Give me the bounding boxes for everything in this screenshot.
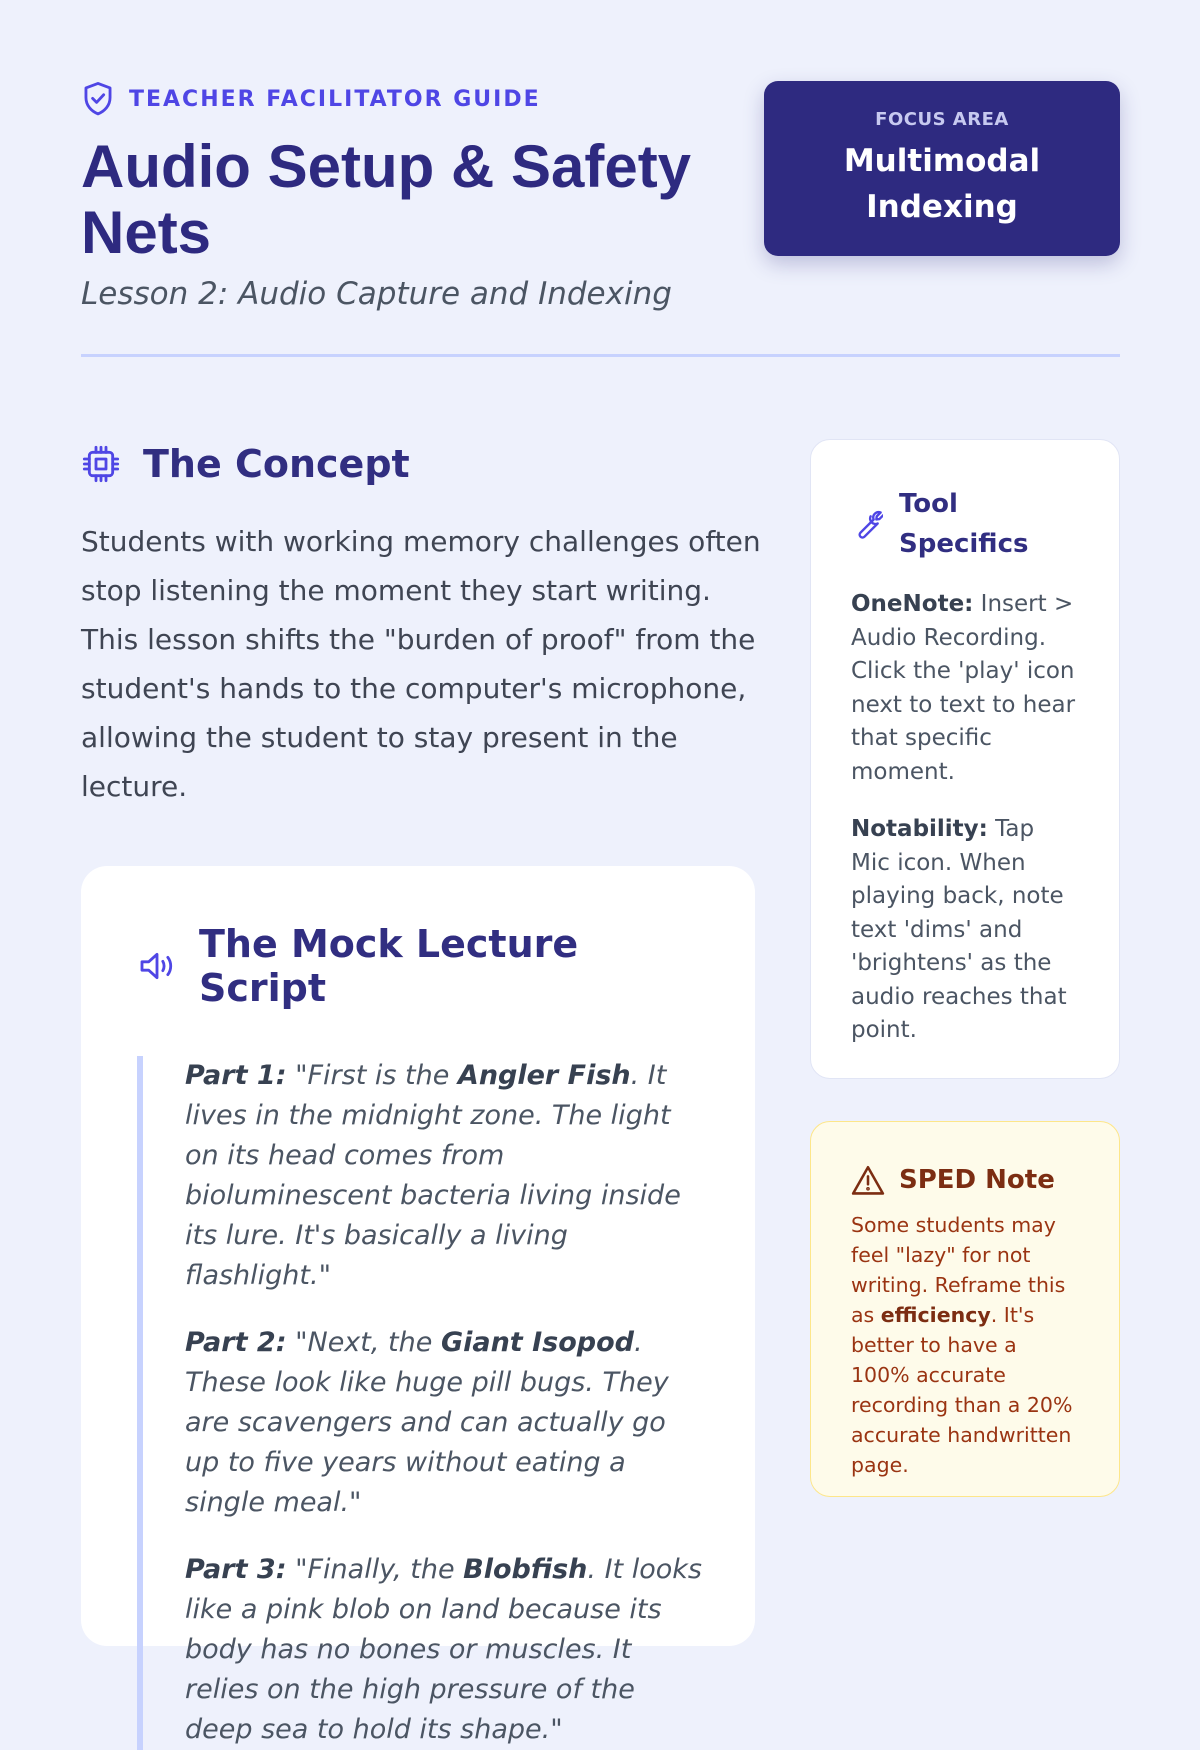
script-part-1-term: Angler Fish <box>457 1060 631 1091</box>
concept-heading <box>81 442 410 486</box>
wrench-icon <box>851 508 883 540</box>
script-heading-text: The Mock Lecture Script <box>199 922 579 1010</box>
eyebrow-text: TEACHER FACILITATOR GUIDE <box>129 86 541 112</box>
script-part-2-label: Part 2: <box>185 1327 287 1358</box>
script-part-3-pre: "Finally, the <box>286 1554 464 1585</box>
sped-note-heading-text: SPED Note <box>899 1165 1055 1195</box>
page-header <box>81 80 761 312</box>
script-part-3-term: Blobfish <box>463 1554 588 1585</box>
script-heading <box>137 922 707 1010</box>
script-part-3-label: Part 3: <box>185 1554 287 1585</box>
concept-heading-text: The Concept <box>143 442 410 486</box>
focus-area-badge <box>764 81 1120 256</box>
script-part-1 <box>185 1056 707 1296</box>
tool-item-onenote <box>851 588 1079 789</box>
sped-note-heading <box>851 1164 1079 1196</box>
header-divider <box>81 354 1120 357</box>
tool-specifics-heading-text: Tool Specifics <box>899 489 1029 559</box>
eyebrow <box>81 80 761 118</box>
warning-triangle-icon <box>851 1164 885 1196</box>
sped-note-post: . It's better to have a 100% accurate recording than a 20% accurate handwritten page. <box>851 1303 1073 1477</box>
tool-item-notability-text: Tap Mic icon. When playing back, note text 'dims' and 'brightens' as the audio reaches that point. <box>851 816 1067 1043</box>
script-part-2-post: . These look like huge pill bugs. They are scavengers and can actually go up to five years without eating a single meal." <box>185 1327 669 1518</box>
script-part-2 <box>185 1323 707 1523</box>
sped-note-text <box>851 1210 1079 1480</box>
tool-specifics-card <box>810 439 1120 1079</box>
script-quote <box>137 1056 707 1750</box>
tool-item-notability-name: Notability: <box>851 816 988 842</box>
tool-item-onenote-name: OneNote: <box>851 591 974 617</box>
page-subtitle: Lesson 2: Audio Capture and Indexing <box>81 276 672 312</box>
script-part-3-post: . It looks like a pink blob on land because its body has no bones or muscles. It relies on the high pressure of the deep sea to hold its shape." <box>185 1554 702 1745</box>
cpu-chip-icon <box>81 444 121 484</box>
shield-check-icon <box>81 80 115 118</box>
focus-area-value: Multimodal Indexing <box>843 143 1041 225</box>
script-part-1-post: . It lives in the midnight zone. The light on its head comes from bioluminescent bacteria living inside its lure. It's basically a living flashlight." <box>185 1060 681 1291</box>
script-part-2-term: Giant Isopod <box>440 1327 634 1358</box>
script-part-1-label: Part 1: <box>185 1060 287 1091</box>
sped-note-card <box>810 1121 1120 1497</box>
tool-item-notability <box>851 813 1079 1048</box>
sped-note-pre: Some students may feel "lazy" for not writing. Reframe this as <box>851 1213 1066 1327</box>
page-title: Audio Setup & Safety Nets <box>81 133 692 266</box>
script-part-3 <box>185 1550 707 1750</box>
tool-item-onenote-text: Insert > Audio Recording. Click the 'play' icon next to text to hear that specific moment. <box>851 591 1076 785</box>
tool-specifics-heading <box>851 484 1079 564</box>
sped-note-emphasis: efficiency <box>880 1303 991 1327</box>
mock-lecture-card <box>81 866 755 1745</box>
speaker-icon <box>137 946 177 986</box>
script-part-2-pre: "Next, the <box>286 1327 441 1358</box>
concept-paragraph: Students with working memory challenges often stop listening the moment they start writing. This lesson shifts the "burden of proof" from the student's hands to the computer's microphone, allowing the student to stay present in the lecture. <box>81 525 761 803</box>
script-part-1-pre: "First is the <box>286 1060 458 1091</box>
focus-area-label: FOCUS AREA <box>875 109 1009 130</box>
